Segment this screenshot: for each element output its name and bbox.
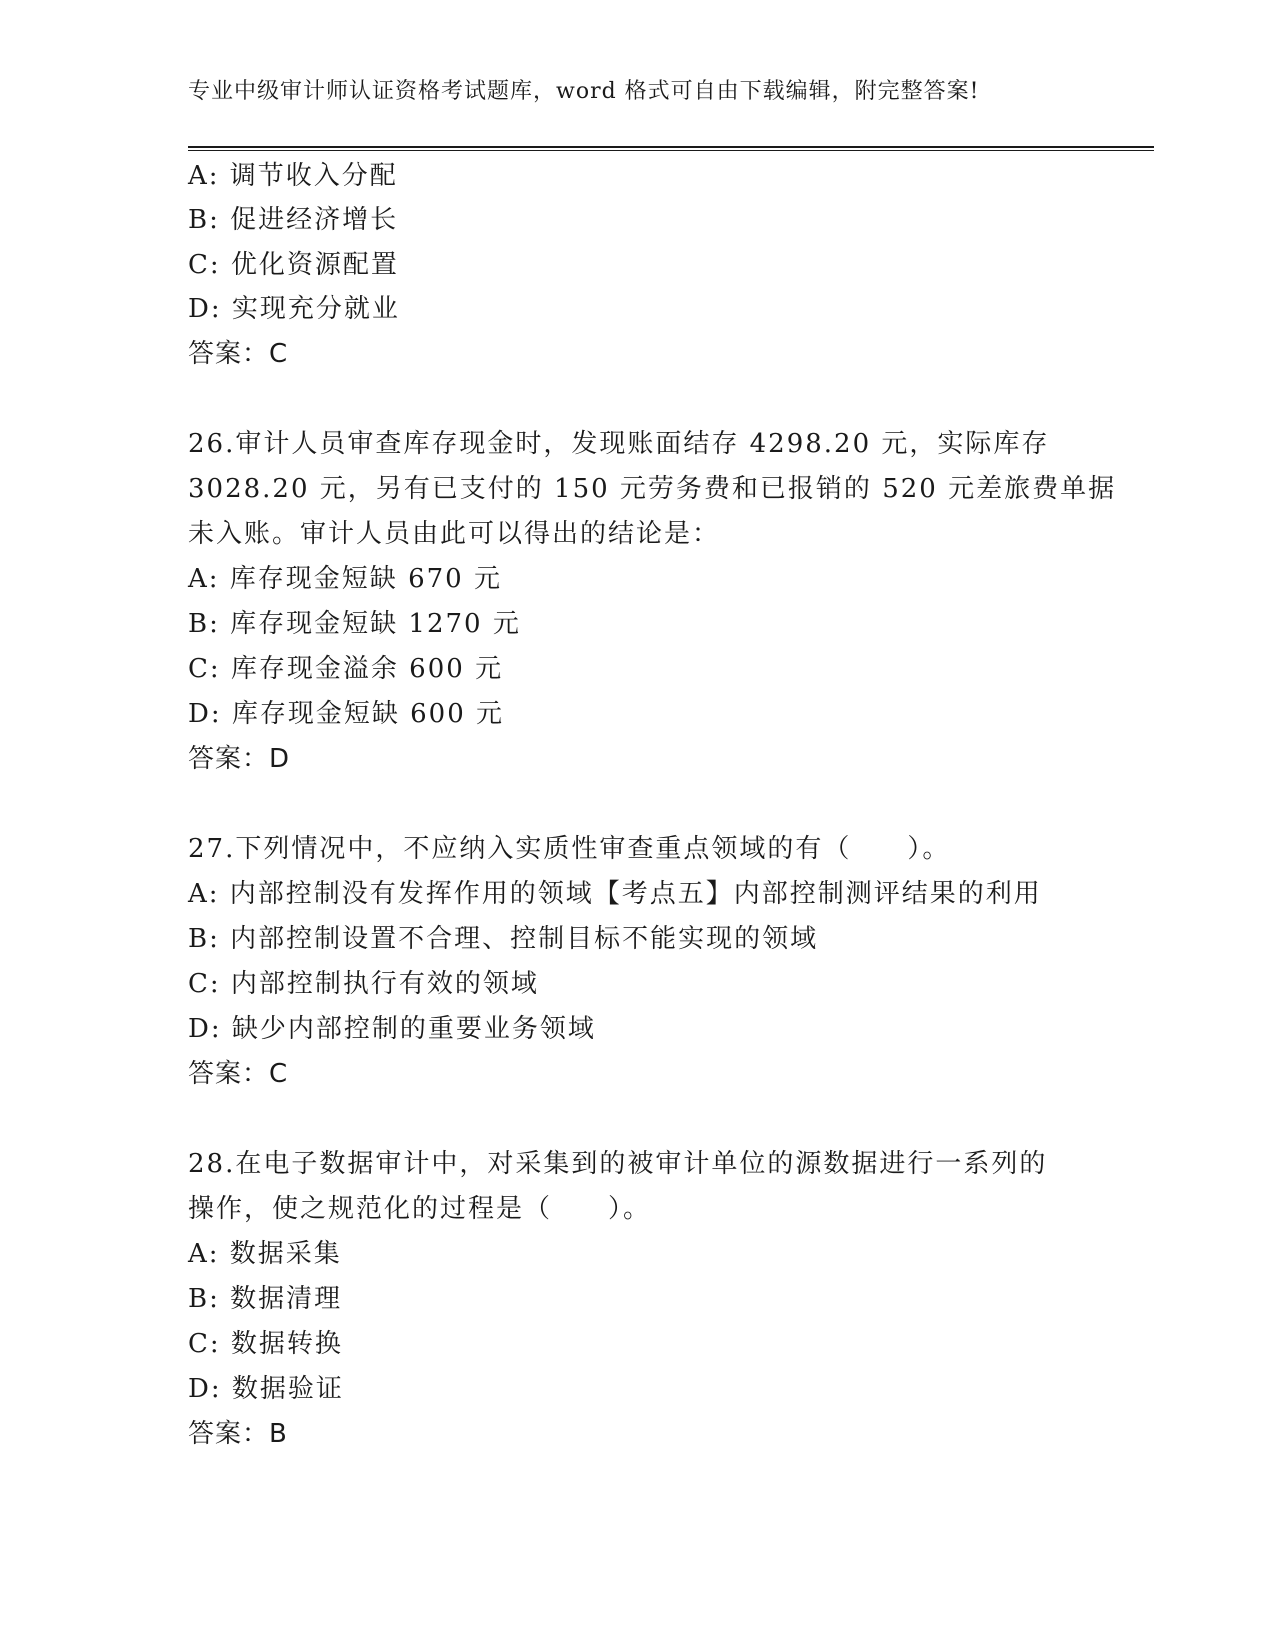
q28-option-c: C: 数据转换 [188,1329,343,1359]
q27-answer: 答案：C [188,1059,289,1089]
q28-stem-line-2: 操作，使之规范化的过程是（ ）。 [188,1194,652,1224]
q25-answer: 答案：C [188,339,289,369]
q28-option-a: A: 数据采集 [188,1239,342,1269]
q25-option-c: C: 优化资源配置 [188,250,399,280]
page-header: 专业中级审计师认证资格考试题库，word 格式可自由下载编辑，附完整答案! [188,79,980,104]
q26-stem-line-1: 26.审计人员审查库存现金时，发现账面结存 4298.20 元，实际库存 [188,429,1050,459]
q28-option-d: D: 数据验证 [188,1374,344,1404]
header-rule [188,146,1154,151]
q28-option-b: B: 数据清理 [188,1284,343,1314]
q27-option-c: C: 内部控制执行有效的领域 [188,969,539,999]
q28-answer: 答案：B [188,1419,288,1449]
q26-option-a: A: 库存现金短缺 670 元 [188,564,502,594]
q26-option-d: D: 库存现金短缺 600 元 [188,699,505,729]
q26-stem-line-3: 未入账。审计人员由此可以得出的结论是： [188,519,721,549]
q28-stem-line-1: 28.在电子数据审计中，对采集到的被审计单位的源数据进行一系列的 [188,1149,1048,1179]
q27-option-d: D: 缺少内部控制的重要业务领域 [188,1014,596,1044]
q25-option-b: B: 促进经济增长 [188,205,399,235]
q26-stem-line-2: 3028.20 元，另有已支付的 150 元劳务费和已报销的 520 元差旅费单据 [188,474,1117,504]
q26-answer: 答案：D [188,744,291,774]
q26-option-b: B: 库存现金短缺 1270 元 [188,609,521,639]
q27-option-b: B: 内部控制设置不合理、控制目标不能实现的领域 [188,924,819,954]
q26-option-c: C: 库存现金溢余 600 元 [188,654,504,684]
q27-option-a: A: 内部控制没有发挥作用的领域【考点五】内部控制测评结果的利用 [188,879,1042,909]
q25-option-a: A: 调节收入分配 [188,161,398,191]
q25-option-d: D: 实现充分就业 [188,294,400,324]
q27-stem-line-1: 27.下列情况中，不应纳入实质性审查重点领域的有（ ）。 [188,834,951,864]
